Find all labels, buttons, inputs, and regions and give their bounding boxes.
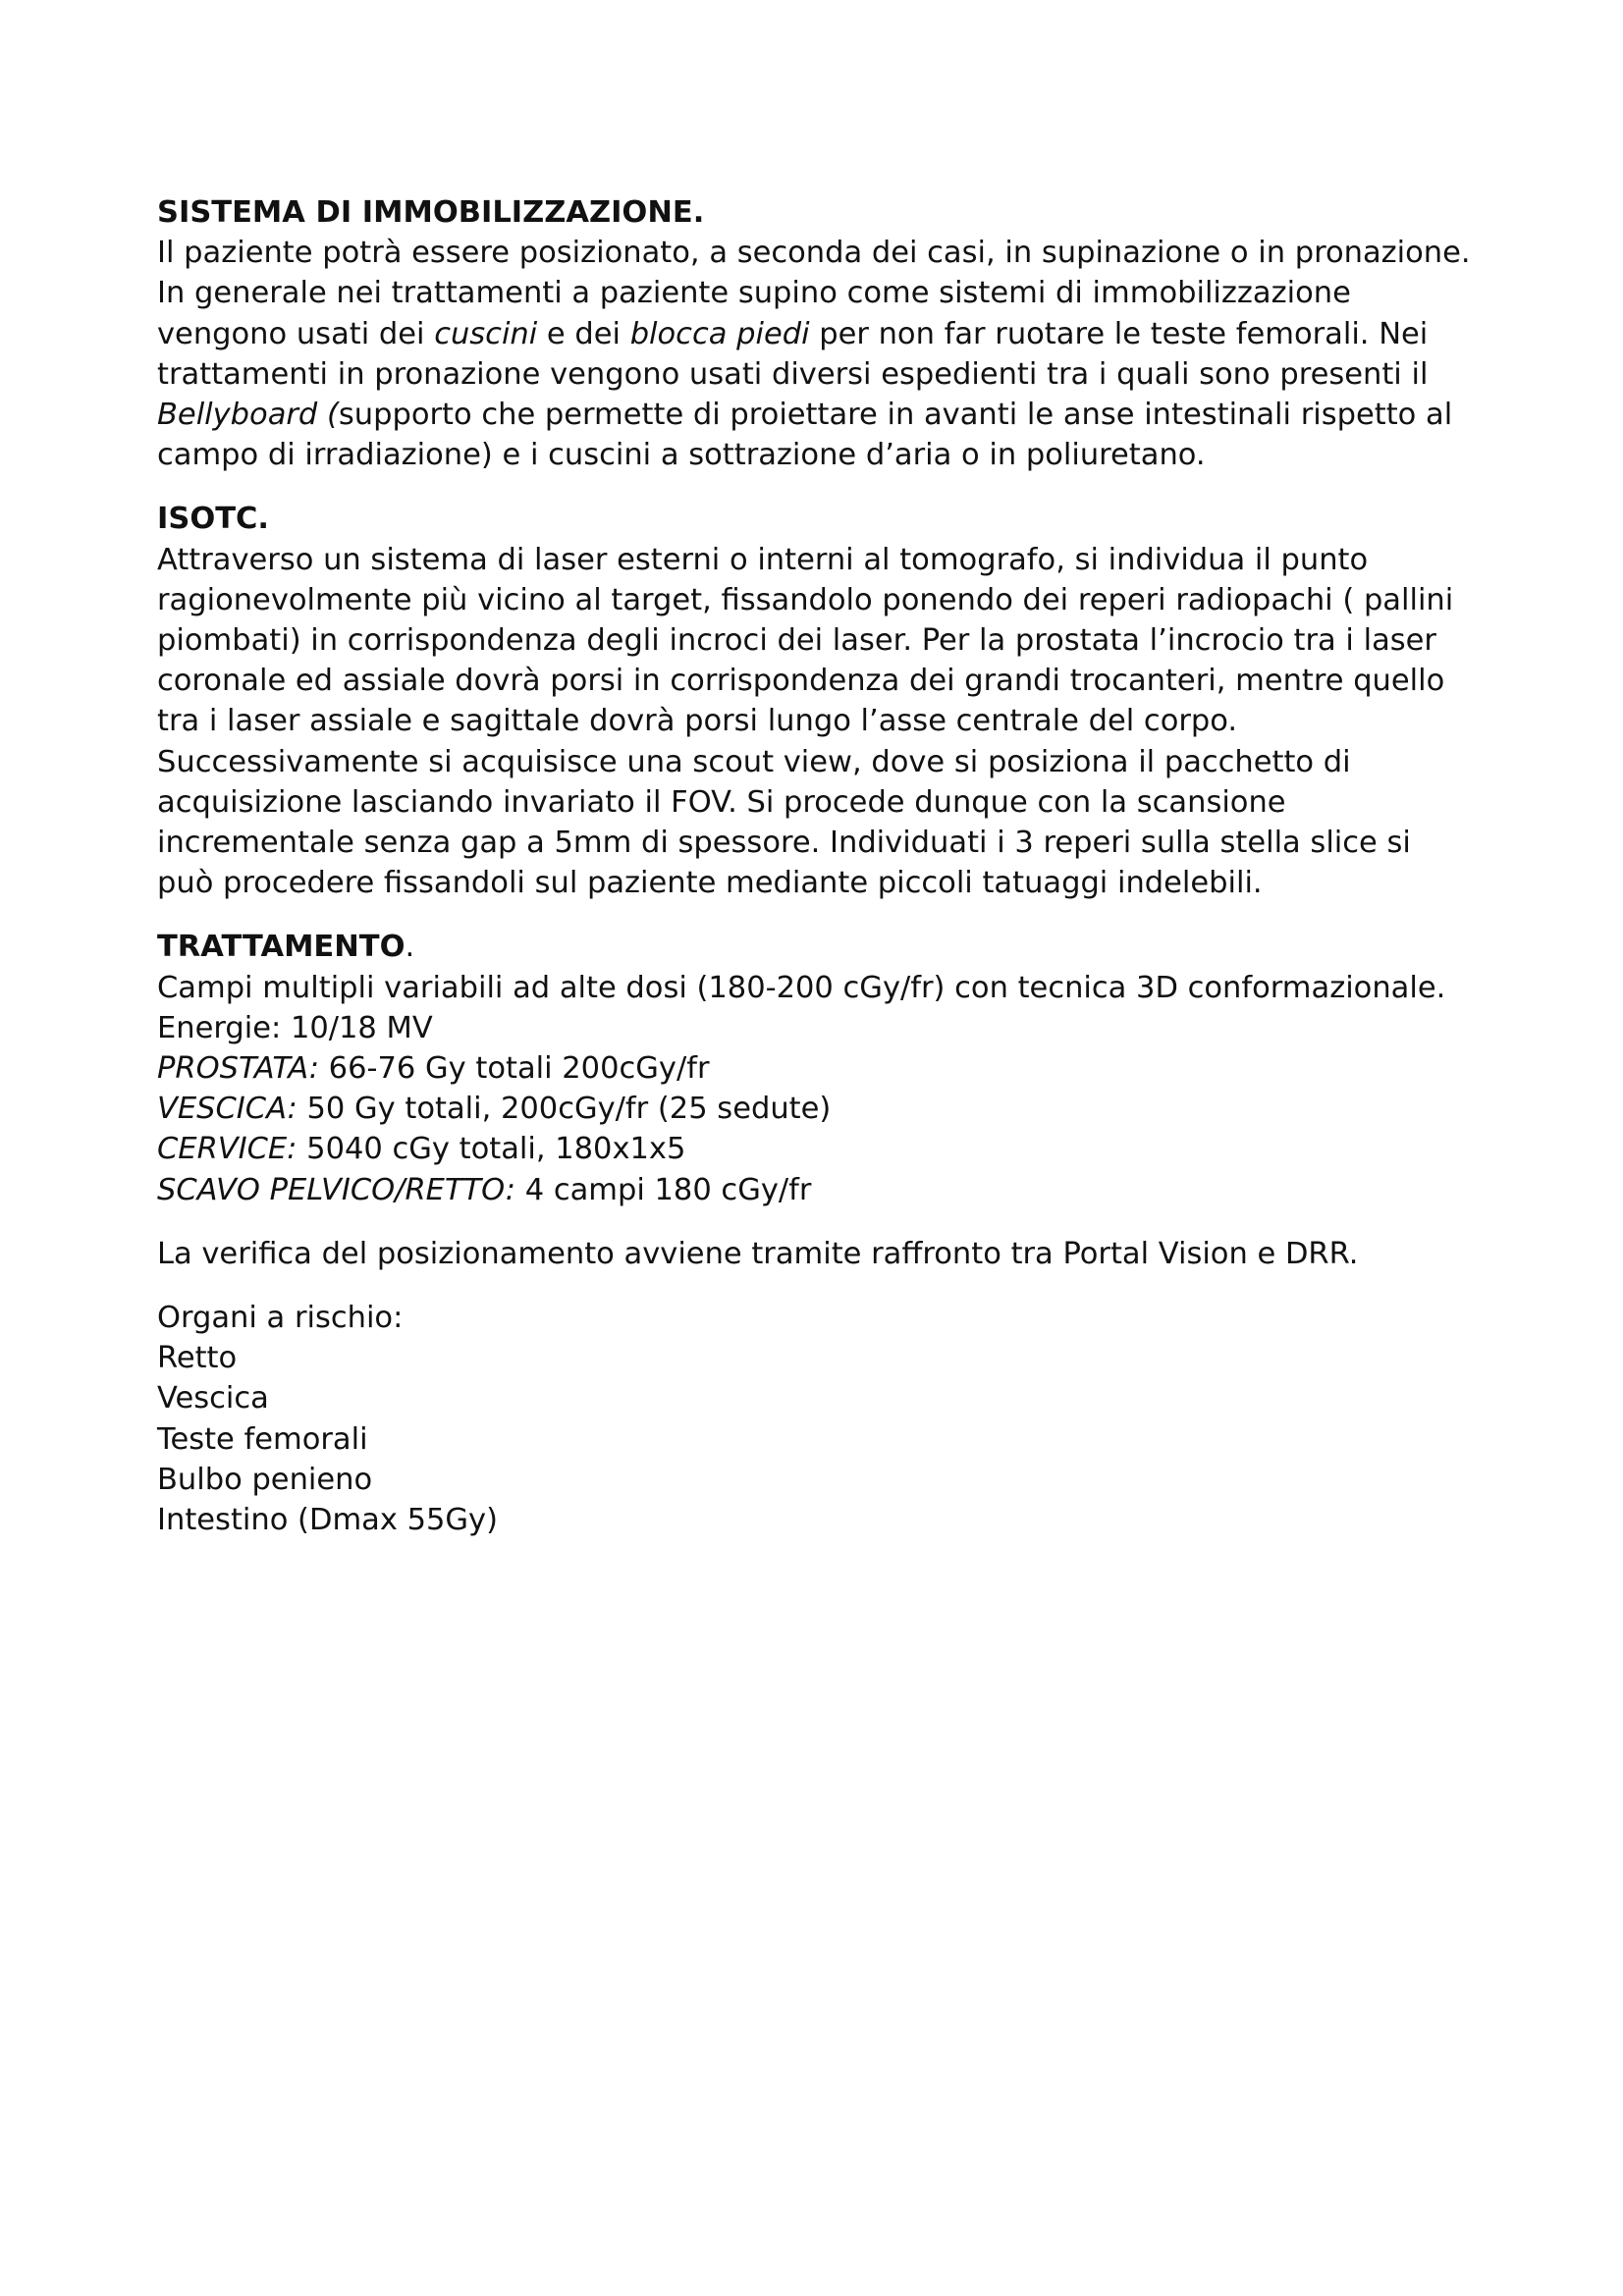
paragraph-verifica: La verifica del posizionamento avviene tramite raffronto tra Portal Vision e DRR. [157, 1236, 1359, 1271]
paragraph-isotc: Attraverso un sistema di laser esterni o interni al tomografo, si individua il punto ragionevolmente più vicino al target, fissandolo ponendo dei reperi radiopachi ( pallini piombati) in corrispondenza degli incroci dei laser. Per la prostata l’incrocio tra i laser coronale ed assiale dovrà porsi in corrispondenza dei grandi trocanteri, mentre quello tra i laser assiale e sagittale dovrà porsi lungo l’asse centrale del corpo. Successivamente si acquisisce una scout view, dove si posiziona il pacchetto di acquisizione lasciando invariato il FOV. Si procede dunque con la scansione incrementale senza gap a 5mm di spessore. Individuati i 3 reperi sulla stella slice si può procedere fissandoli sul paziente mediante piccoli tatuaggi indelebili. [157, 542, 1454, 901]
organ-item: Intestino (Dmax 55Gy) [157, 1503, 498, 1538]
organi-title: Organi a rischio: [157, 1301, 404, 1336]
paragraph-immobilizzazione [157, 233, 1473, 475]
section-title-trattamento: TRATTAMENTO [157, 930, 406, 965]
section-trattamento [157, 927, 1473, 1209]
dose-row [157, 1048, 1473, 1089]
section-organi [157, 1298, 1473, 1540]
dose-row [157, 1170, 1473, 1210]
dose-label: CERVICE: [157, 1132, 298, 1167]
text-run: Il paziente potrà essere posizionato, a seconda dei casi, in supinazione o in pronazione. In generale nei trattamenti a paziente supino come sistemi di immobilizzazione vengono usati dei [157, 236, 1471, 351]
trattamento-intro: Campi multipli variabili ad alte dosi (180-200 cGy/fr) con tecnica 3D conformazionale. [157, 970, 1446, 1005]
text-run: e dei [537, 316, 630, 351]
dose-value: 5040 cGy totali, 180x1x5 [297, 1132, 686, 1167]
emphasis-bellyboard: Bellyboard ( [157, 398, 339, 433]
dose-label: PROSTATA: [157, 1051, 319, 1087]
emphasis-cuscini: cuscini [434, 316, 538, 351]
dose-value: 66-76 Gy totali 200cGy/fr [318, 1051, 710, 1087]
section-immobilizzazione [157, 192, 1473, 475]
dose-row [157, 1089, 1473, 1129]
emphasis-blocca-piedi: blocca piedi [629, 316, 810, 351]
text-run: supporto che permette di proiettare in avanti le anse intestinali rispetto al campo di irradiazione) e i cuscini a sottrazione d’aria o in poliuretano. [157, 398, 1453, 473]
organ-item: Teste femorali [157, 1421, 368, 1457]
text-run: per non far ruotare le teste femorali. Nei trattamenti in pronazione vengono usati diversi espedienti tra i quali sono presenti il [157, 316, 1429, 392]
dose-value: 50 Gy totali, 200cGy/fr (25 sedute) [297, 1092, 832, 1127]
section-title-line-trattamento [157, 927, 1473, 967]
document-page [157, 192, 1473, 1540]
section-isotc [157, 499, 1473, 903]
dose-value: 4 campi 180 cGy/fr [515, 1172, 812, 1207]
dose-label: VESCICA: [157, 1092, 298, 1127]
trattamento-energie: Energie: 10/18 MV [157, 1010, 433, 1045]
organ-item: Vescica [157, 1381, 269, 1416]
section-title-isotc: ISOTC. [157, 502, 270, 537]
organ-item: Retto [157, 1341, 238, 1376]
organ-item: Bulbo penieno [157, 1462, 373, 1497]
dose-row [157, 1129, 1473, 1169]
title-suffix: . [405, 930, 415, 965]
dose-label: SCAVO PELVICO/RETTO: [157, 1172, 516, 1207]
section-title-immobilizzazione: SISTEMA DI IMMOBILIZZAZIONE. [157, 195, 705, 230]
section-verifica [157, 1234, 1473, 1274]
